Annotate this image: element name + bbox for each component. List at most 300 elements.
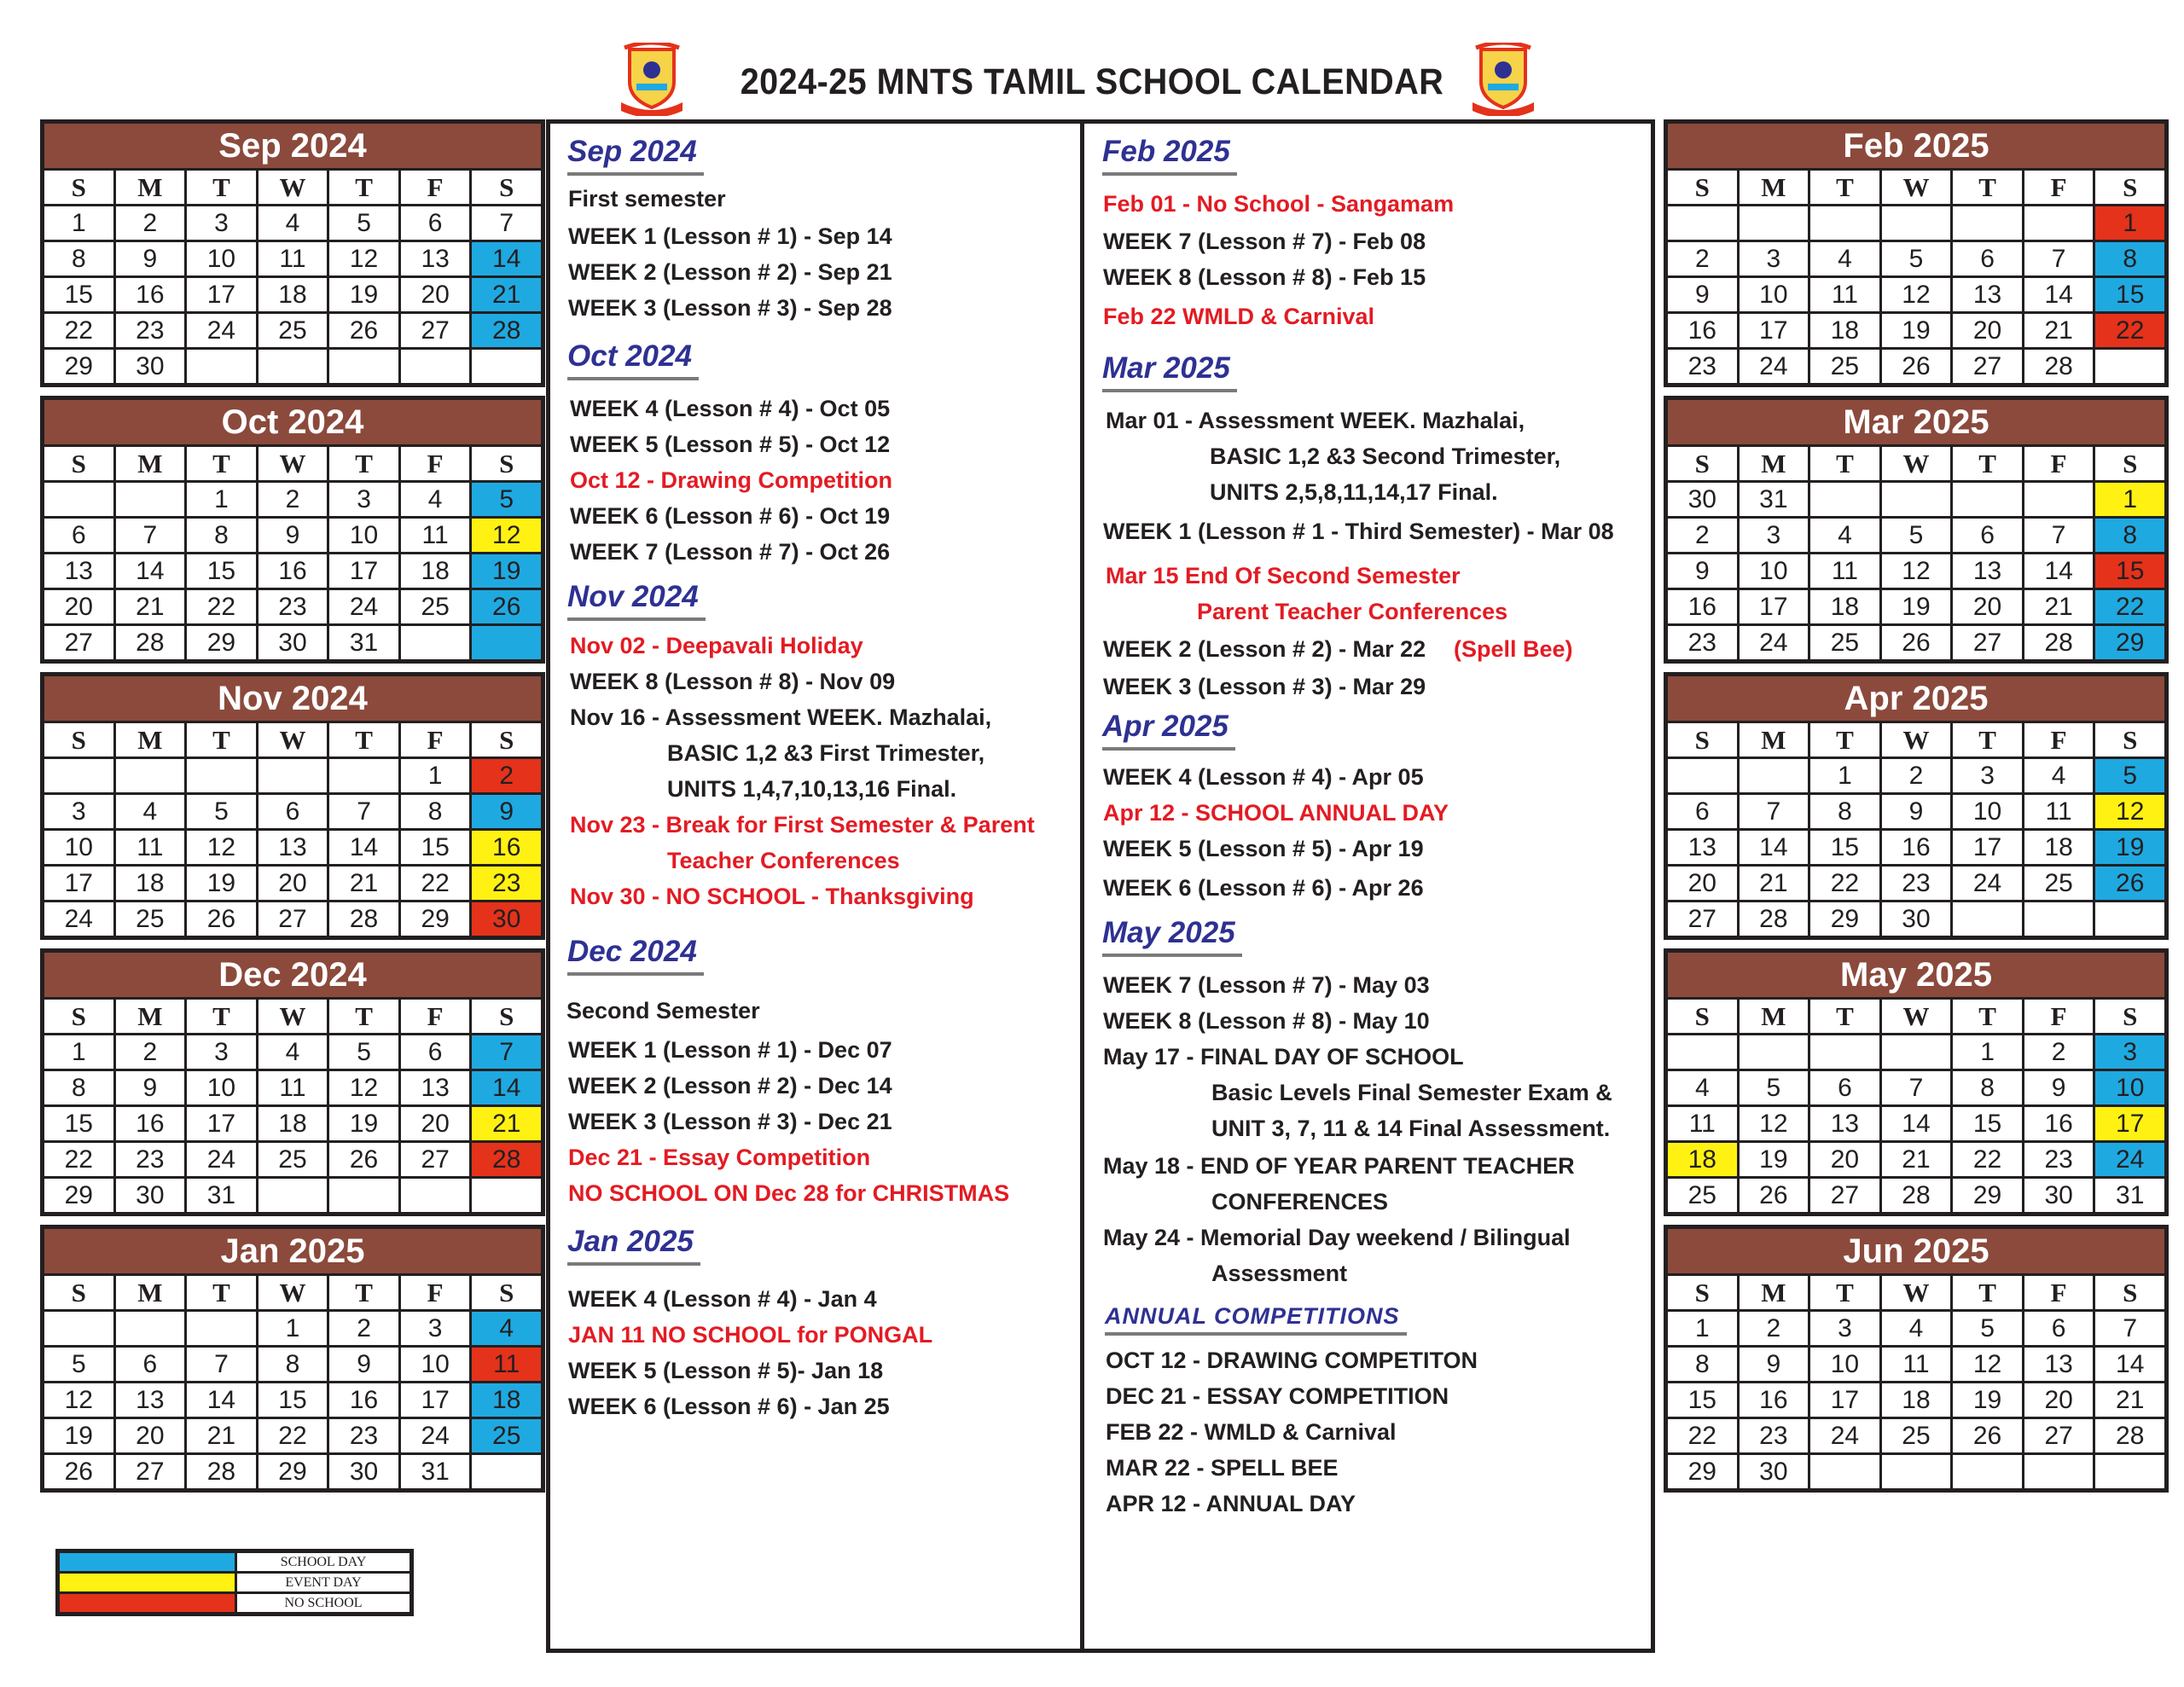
day-cell: 18: [472, 1383, 541, 1417]
day-cell: 20: [1668, 867, 1737, 900]
schedule-line: UNITS 1,4,7,10,13,16 Final.: [667, 776, 957, 802]
day-cell: 22: [44, 1143, 113, 1176]
day-cell: 3: [44, 795, 113, 828]
day-cell: 28: [472, 1143, 541, 1176]
day-cell: 5: [1882, 242, 1951, 275]
day-cell: 16: [1882, 831, 1951, 864]
day-cell: [1882, 1455, 1951, 1488]
weekday-header: S: [472, 447, 541, 480]
day-cell: 10: [1953, 795, 2022, 828]
legend-swatch-event-day: [60, 1574, 235, 1591]
legend-label-school-day: SCHOOL DAY: [237, 1553, 410, 1571]
schedule-line: WEEK 4 (Lesson # 4) - Oct 05: [570, 396, 891, 421]
day-cell: 24: [401, 1419, 470, 1452]
day-cell: 13: [401, 242, 470, 275]
day-cell: [258, 759, 328, 792]
month-calendar-title: Apr 2025: [1668, 676, 2164, 721]
weekday-header: M: [116, 447, 185, 480]
day-cell: 26: [329, 1143, 398, 1176]
day-cell: 1: [258, 1312, 328, 1345]
day-cell: 25: [472, 1419, 541, 1452]
day-cell: 16: [116, 1107, 185, 1140]
day-cell: 11: [258, 242, 328, 275]
day-cell: [1810, 1455, 1879, 1488]
weekday-header: T: [187, 1000, 256, 1033]
day-cell: 22: [2095, 590, 2164, 623]
day-cell: 3: [1810, 1312, 1879, 1345]
day-cell: 30: [116, 1179, 185, 1212]
day-cell: 14: [472, 1071, 541, 1104]
day-cell: 18: [258, 278, 328, 311]
day-cell: 22: [1810, 867, 1879, 900]
schedule-line: Dec 21 - Essay Competition: [568, 1145, 871, 1170]
day-cell: 10: [1740, 554, 1809, 588]
weekday-header: M: [116, 723, 185, 757]
day-cell: 16: [258, 554, 328, 588]
day-cell: 6: [1953, 242, 2022, 275]
day-cell: 26: [187, 902, 256, 936]
day-cell: [1740, 206, 1809, 240]
day-cell: [1953, 1455, 2022, 1488]
month-calendar-grid: [44, 171, 541, 383]
day-cell: 7: [187, 1348, 256, 1381]
day-cell: [1668, 1035, 1737, 1069]
day-cell: 13: [2024, 1348, 2094, 1381]
day-cell: 13: [1953, 554, 2022, 588]
day-cell: 29: [401, 902, 470, 936]
schedule-line: WEEK 4 (Lesson # 4) - Jan 4: [568, 1286, 877, 1312]
day-cell: 22: [1953, 1143, 2022, 1176]
day-cell: 7: [472, 1035, 541, 1069]
schedule-line: WEEK 1 (Lesson # 1 - Third Semester) - Mar 08: [1103, 519, 1614, 544]
day-cell: 13: [401, 1071, 470, 1104]
day-cell: 18: [258, 1107, 328, 1140]
day-cell: 8: [1810, 795, 1879, 828]
day-cell: 8: [2095, 519, 2164, 552]
weekday-header: T: [187, 1276, 256, 1309]
day-cell: 15: [1953, 1107, 2022, 1140]
day-cell: [1882, 1035, 1951, 1069]
weekday-header: F: [2024, 1000, 2094, 1033]
day-cell: 17: [187, 278, 256, 311]
day-cell: 31: [2095, 1179, 2164, 1212]
day-cell: 12: [44, 1383, 113, 1417]
day-cell: 15: [2095, 554, 2164, 588]
day-cell: 29: [187, 626, 256, 659]
schedule-line: WEEK 5 (Lesson # 5)- Jan 18: [568, 1358, 884, 1383]
schedule-line: WEEK 5 (Lesson # 5) - Apr 19: [1103, 836, 1424, 861]
schedule-line: WEEK 7 (Lesson # 7) - Oct 26: [570, 539, 891, 565]
day-cell: 10: [187, 1071, 256, 1104]
day-cell: 19: [187, 867, 256, 900]
schedule-line: First semester: [568, 186, 726, 212]
weekday-header: M: [1740, 1000, 1809, 1033]
day-cell: 9: [1740, 1348, 1809, 1381]
weekday-header: F: [2024, 447, 2094, 480]
month-calendar-grid: [1668, 723, 2164, 936]
day-cell: 3: [1740, 519, 1809, 552]
weekday-header: W: [1882, 1000, 1951, 1033]
day-cell: 5: [1882, 519, 1951, 552]
competition-line: OCT 12 - DRAWING COMPETITON: [1106, 1348, 1478, 1373]
day-cell: 17: [187, 1107, 256, 1140]
day-cell: 5: [472, 483, 541, 516]
day-cell: 14: [2024, 278, 2094, 311]
day-cell: 2: [116, 206, 185, 240]
schedule-line: WEEK 2 (Lesson # 2) - Sep 21: [568, 259, 892, 285]
day-cell: 21: [2095, 1383, 2164, 1417]
day-cell: 17: [401, 1383, 470, 1417]
weekday-header: W: [1882, 1276, 1951, 1309]
day-cell: 27: [1668, 902, 1737, 936]
day-cell: 1: [1668, 1312, 1737, 1345]
day-cell: [1810, 206, 1879, 240]
day-cell: 2: [116, 1035, 185, 1069]
day-cell: 22: [258, 1419, 328, 1452]
day-cell: 20: [401, 278, 470, 311]
weekday-header: S: [472, 723, 541, 757]
month-calendar-title: Oct 2024: [44, 400, 541, 444]
weekday-header: T: [329, 1000, 398, 1033]
day-cell: 6: [1668, 795, 1737, 828]
day-cell: 21: [2024, 314, 2094, 347]
day-cell: 31: [187, 1179, 256, 1212]
day-cell: 24: [1740, 626, 1809, 659]
day-cell: 12: [187, 831, 256, 864]
day-cell: 4: [401, 483, 470, 516]
day-cell: 10: [2095, 1071, 2164, 1104]
day-cell: 1: [44, 1035, 113, 1069]
day-cell: 13: [1668, 831, 1737, 864]
day-cell: 17: [2095, 1107, 2164, 1140]
heading-may-2025: May 2025: [1102, 916, 1235, 949]
day-cell: 7: [472, 206, 541, 240]
day-cell: 23: [1740, 1419, 1809, 1452]
weekday-header: T: [187, 171, 256, 204]
day-cell: [187, 1312, 256, 1345]
weekday-header: T: [1810, 447, 1879, 480]
competition-line: APR 12 - ANNUAL DAY: [1106, 1491, 1356, 1516]
schedule-line: WEEK 6 (Lesson # 6) - Apr 26: [1103, 875, 1424, 901]
day-cell: 9: [2024, 1071, 2094, 1104]
day-cell: 28: [2024, 350, 2094, 383]
weekday-header: F: [2024, 1276, 2094, 1309]
day-cell: 19: [472, 554, 541, 588]
weekday-header: S: [44, 1000, 113, 1033]
day-cell: 9: [329, 1348, 398, 1381]
weekday-header: T: [329, 1276, 398, 1309]
day-cell: 19: [2095, 831, 2164, 864]
day-cell: 11: [258, 1071, 328, 1104]
day-cell: 13: [1953, 278, 2022, 311]
day-cell: [472, 626, 541, 659]
day-cell: 25: [258, 314, 328, 347]
schedule-line: May 24 - Memorial Day weekend / Bilingual: [1103, 1225, 1571, 1250]
day-cell: 14: [2024, 554, 2094, 588]
day-cell: 21: [472, 278, 541, 311]
month-calendar-title: Jun 2025: [1668, 1229, 2164, 1273]
weekday-header: M: [1740, 447, 1809, 480]
day-cell: [2024, 206, 2094, 240]
day-cell: 9: [1882, 795, 1951, 828]
weekday-header: S: [472, 171, 541, 204]
weekday-header: T: [329, 447, 398, 480]
day-cell: 31: [329, 626, 398, 659]
month-calendar-title: Jan 2025: [44, 1229, 541, 1273]
day-cell: [1882, 483, 1951, 516]
day-cell: 31: [401, 1455, 470, 1488]
day-cell: 29: [2095, 626, 2164, 659]
day-cell: 12: [329, 242, 398, 275]
day-cell: 3: [1740, 242, 1809, 275]
day-cell: 5: [1740, 1071, 1809, 1104]
weekday-header: W: [258, 171, 328, 204]
weekday-header: T: [1953, 1276, 2022, 1309]
day-cell: [329, 1179, 398, 1212]
day-cell: 2: [1882, 759, 1951, 792]
day-cell: 27: [116, 1455, 185, 1488]
day-cell: 16: [2024, 1107, 2094, 1140]
color-legend: [55, 1549, 414, 1616]
day-cell: 18: [1668, 1143, 1737, 1176]
legend-swatch-no-school: [60, 1594, 235, 1612]
day-cell: 3: [187, 1035, 256, 1069]
weekday-header: T: [1953, 171, 2022, 204]
schedule-line: WEEK 6 (Lesson # 6) - Jan 25: [568, 1394, 890, 1419]
weekday-header: S: [1668, 1276, 1737, 1309]
day-cell: 1: [2095, 206, 2164, 240]
day-cell: 18: [1810, 590, 1879, 623]
day-cell: 3: [329, 483, 398, 516]
day-cell: 13: [116, 1383, 185, 1417]
month-calendar-grid: [44, 447, 541, 659]
schedule-line: WEEK 3 (Lesson # 3) - Sep 28: [568, 295, 892, 321]
day-cell: 27: [1810, 1179, 1879, 1212]
day-cell: 26: [2095, 867, 2164, 900]
day-cell: 17: [1953, 831, 2022, 864]
day-cell: 17: [1810, 1383, 1879, 1417]
day-cell: 23: [2024, 1143, 2094, 1176]
day-cell: 4: [1810, 519, 1879, 552]
day-cell: 29: [1668, 1455, 1737, 1488]
day-cell: 13: [1810, 1107, 1879, 1140]
schedule-line: Parent Teacher Conferences: [1197, 599, 1508, 624]
day-cell: [116, 759, 185, 792]
day-cell: 6: [401, 206, 470, 240]
day-cell: 19: [1882, 590, 1951, 623]
day-cell: 22: [44, 314, 113, 347]
day-cell: 11: [2024, 795, 2094, 828]
day-cell: 6: [1810, 1071, 1879, 1104]
schedule-line: WEEK 3 (Lesson # 3) - Dec 21: [568, 1109, 892, 1134]
weekday-header: M: [1740, 1276, 1809, 1309]
day-cell: 15: [187, 554, 256, 588]
schedule-line: WEEK 8 (Lesson # 8) - Nov 09: [570, 669, 896, 694]
day-cell: 20: [1953, 590, 2022, 623]
day-cell: 20: [2024, 1383, 2094, 1417]
day-cell: 28: [2095, 1419, 2164, 1452]
day-cell: 15: [1810, 831, 1879, 864]
day-cell: 1: [401, 759, 470, 792]
day-cell: 27: [258, 902, 328, 936]
schedule-line: NO SCHOOL ON Dec 28 for CHRISTMAS: [568, 1180, 1010, 1206]
day-cell: 6: [44, 519, 113, 552]
day-cell: 8: [44, 1071, 113, 1104]
day-cell: 28: [2024, 626, 2094, 659]
day-cell: 11: [1810, 278, 1879, 311]
month-calendar: [40, 672, 545, 940]
day-cell: 6: [401, 1035, 470, 1069]
day-cell: 13: [258, 831, 328, 864]
day-cell: 10: [1740, 278, 1809, 311]
day-cell: 2: [472, 759, 541, 792]
day-cell: 18: [1882, 1383, 1951, 1417]
weekday-header: T: [1810, 171, 1879, 204]
heading-apr-2025: Apr 2025: [1102, 710, 1228, 743]
panel-divider: [1080, 119, 1084, 1653]
schedule-line: Feb 01 - No School - Sangamam: [1103, 191, 1455, 217]
day-cell: 9: [1668, 278, 1737, 311]
day-cell: 5: [1953, 1312, 2022, 1345]
day-cell: 7: [2024, 519, 2094, 552]
day-cell: 30: [329, 1455, 398, 1488]
day-cell: 13: [44, 554, 113, 588]
schedule-line: WEEK 7 (Lesson # 7) - Feb 08: [1103, 229, 1426, 254]
day-cell: 25: [1882, 1419, 1951, 1452]
weekday-header: F: [401, 1000, 470, 1033]
schedule-line: UNIT 3, 7, 11 & 14 Final Assessment.: [1211, 1116, 1611, 1141]
month-calendar-grid: [1668, 1276, 2164, 1488]
day-cell: 18: [116, 867, 185, 900]
weekday-header: S: [1668, 1000, 1737, 1033]
day-cell: 30: [472, 902, 541, 936]
day-cell: 29: [44, 350, 113, 383]
day-cell: 25: [258, 1143, 328, 1176]
day-cell: 1: [44, 206, 113, 240]
legend-label-no-school: NO SCHOOL: [237, 1594, 410, 1612]
day-cell: [472, 1455, 541, 1488]
day-cell: 11: [1810, 554, 1879, 588]
day-cell: [472, 350, 541, 383]
day-cell: 7: [329, 795, 398, 828]
page-title: 2024-25 MNTS TAMIL SCHOOL CALENDAR: [740, 61, 1444, 102]
weekday-header: W: [258, 1000, 328, 1033]
weekday-header: F: [401, 1276, 470, 1309]
day-cell: 19: [329, 1107, 398, 1140]
month-calendar: [40, 1225, 545, 1493]
day-cell: 21: [329, 867, 398, 900]
day-cell: 26: [329, 314, 398, 347]
day-cell: [329, 759, 398, 792]
day-cell: 8: [2095, 242, 2164, 275]
schedule-line: CONFERENCES: [1211, 1189, 1389, 1215]
month-calendar-title: May 2025: [1668, 953, 2164, 997]
day-cell: 19: [1953, 1383, 2022, 1417]
day-cell: [258, 350, 328, 383]
day-cell: 22: [187, 590, 256, 623]
day-cell: 10: [1810, 1348, 1879, 1381]
day-cell: 1: [1953, 1035, 2022, 1069]
schedule-line: Apr 12 - SCHOOL ANNUAL DAY: [1103, 800, 1449, 826]
day-cell: 21: [187, 1419, 256, 1452]
weekday-header: T: [1953, 1000, 2022, 1033]
weekday-header: W: [258, 723, 328, 757]
competition-line: DEC 21 - ESSAY COMPETITION: [1106, 1383, 1449, 1409]
month-calendar-title: Dec 2024: [44, 953, 541, 997]
weekday-header: M: [116, 171, 185, 204]
schedule-line: WEEK 1 (Lesson # 1) - Dec 07: [568, 1037, 892, 1063]
day-cell: 6: [116, 1348, 185, 1381]
weekday-header: S: [44, 171, 113, 204]
day-cell: 27: [401, 314, 470, 347]
day-cell: 7: [1882, 1071, 1951, 1104]
month-calendar: [1664, 119, 2169, 387]
day-cell: 24: [1953, 867, 2022, 900]
month-calendar-grid: [44, 1000, 541, 1212]
day-cell: 5: [329, 1035, 398, 1069]
day-cell: [401, 350, 470, 383]
schedule-line: Second Semester: [566, 998, 760, 1023]
weekday-header: S: [2095, 1276, 2164, 1309]
heading-feb-2025: Feb 2025: [1102, 135, 1230, 168]
heading-mar-2025: Mar 2025: [1102, 351, 1230, 385]
day-cell: 1: [187, 483, 256, 516]
schedule-line: Teacher Conferences: [667, 848, 900, 873]
day-cell: 14: [116, 554, 185, 588]
day-cell: 9: [116, 1071, 185, 1104]
day-cell: 12: [2095, 795, 2164, 828]
day-cell: 25: [2024, 867, 2094, 900]
day-cell: 8: [258, 1348, 328, 1381]
day-cell: 23: [258, 590, 328, 623]
day-cell: 20: [1953, 314, 2022, 347]
day-cell: 4: [2024, 759, 2094, 792]
day-cell: 20: [116, 1419, 185, 1452]
weekday-header: W: [1882, 723, 1951, 757]
day-cell: 17: [1740, 590, 1809, 623]
day-cell: 14: [1882, 1107, 1951, 1140]
day-cell: 23: [1668, 626, 1737, 659]
day-cell: 24: [2095, 1143, 2164, 1176]
day-cell: 9: [1668, 554, 1737, 588]
day-cell: 30: [1668, 483, 1737, 516]
day-cell: 5: [329, 206, 398, 240]
competition-line: MAR 22 - SPELL BEE: [1106, 1455, 1339, 1481]
day-cell: 19: [1882, 314, 1951, 347]
schedule-line: May 18 - END OF YEAR PARENT TEACHER: [1103, 1153, 1575, 1179]
day-cell: 29: [44, 1179, 113, 1212]
month-calendar: [1664, 396, 2169, 664]
day-cell: 2: [1668, 242, 1737, 275]
schedule-line: WEEK 8 (Lesson # 8) - May 10: [1103, 1008, 1430, 1034]
day-cell: 2: [258, 483, 328, 516]
day-cell: 1: [1810, 759, 1879, 792]
day-cell: 20: [1810, 1143, 1879, 1176]
month-calendar-grid: [1668, 1000, 2164, 1212]
day-cell: 14: [329, 831, 398, 864]
day-cell: [472, 1179, 541, 1212]
day-cell: [1953, 206, 2022, 240]
day-cell: 15: [44, 278, 113, 311]
day-cell: 24: [1740, 350, 1809, 383]
schedule-line: WEEK 6 (Lesson # 6) - Oct 19: [570, 503, 891, 529]
day-cell: 21: [1882, 1143, 1951, 1176]
day-cell: 12: [472, 519, 541, 552]
schedule-line: WEEK 4 (Lesson # 4) - Apr 05: [1103, 764, 1424, 790]
day-cell: [2024, 902, 2094, 936]
month-calendar-grid: [1668, 447, 2164, 659]
day-cell: 10: [329, 519, 398, 552]
